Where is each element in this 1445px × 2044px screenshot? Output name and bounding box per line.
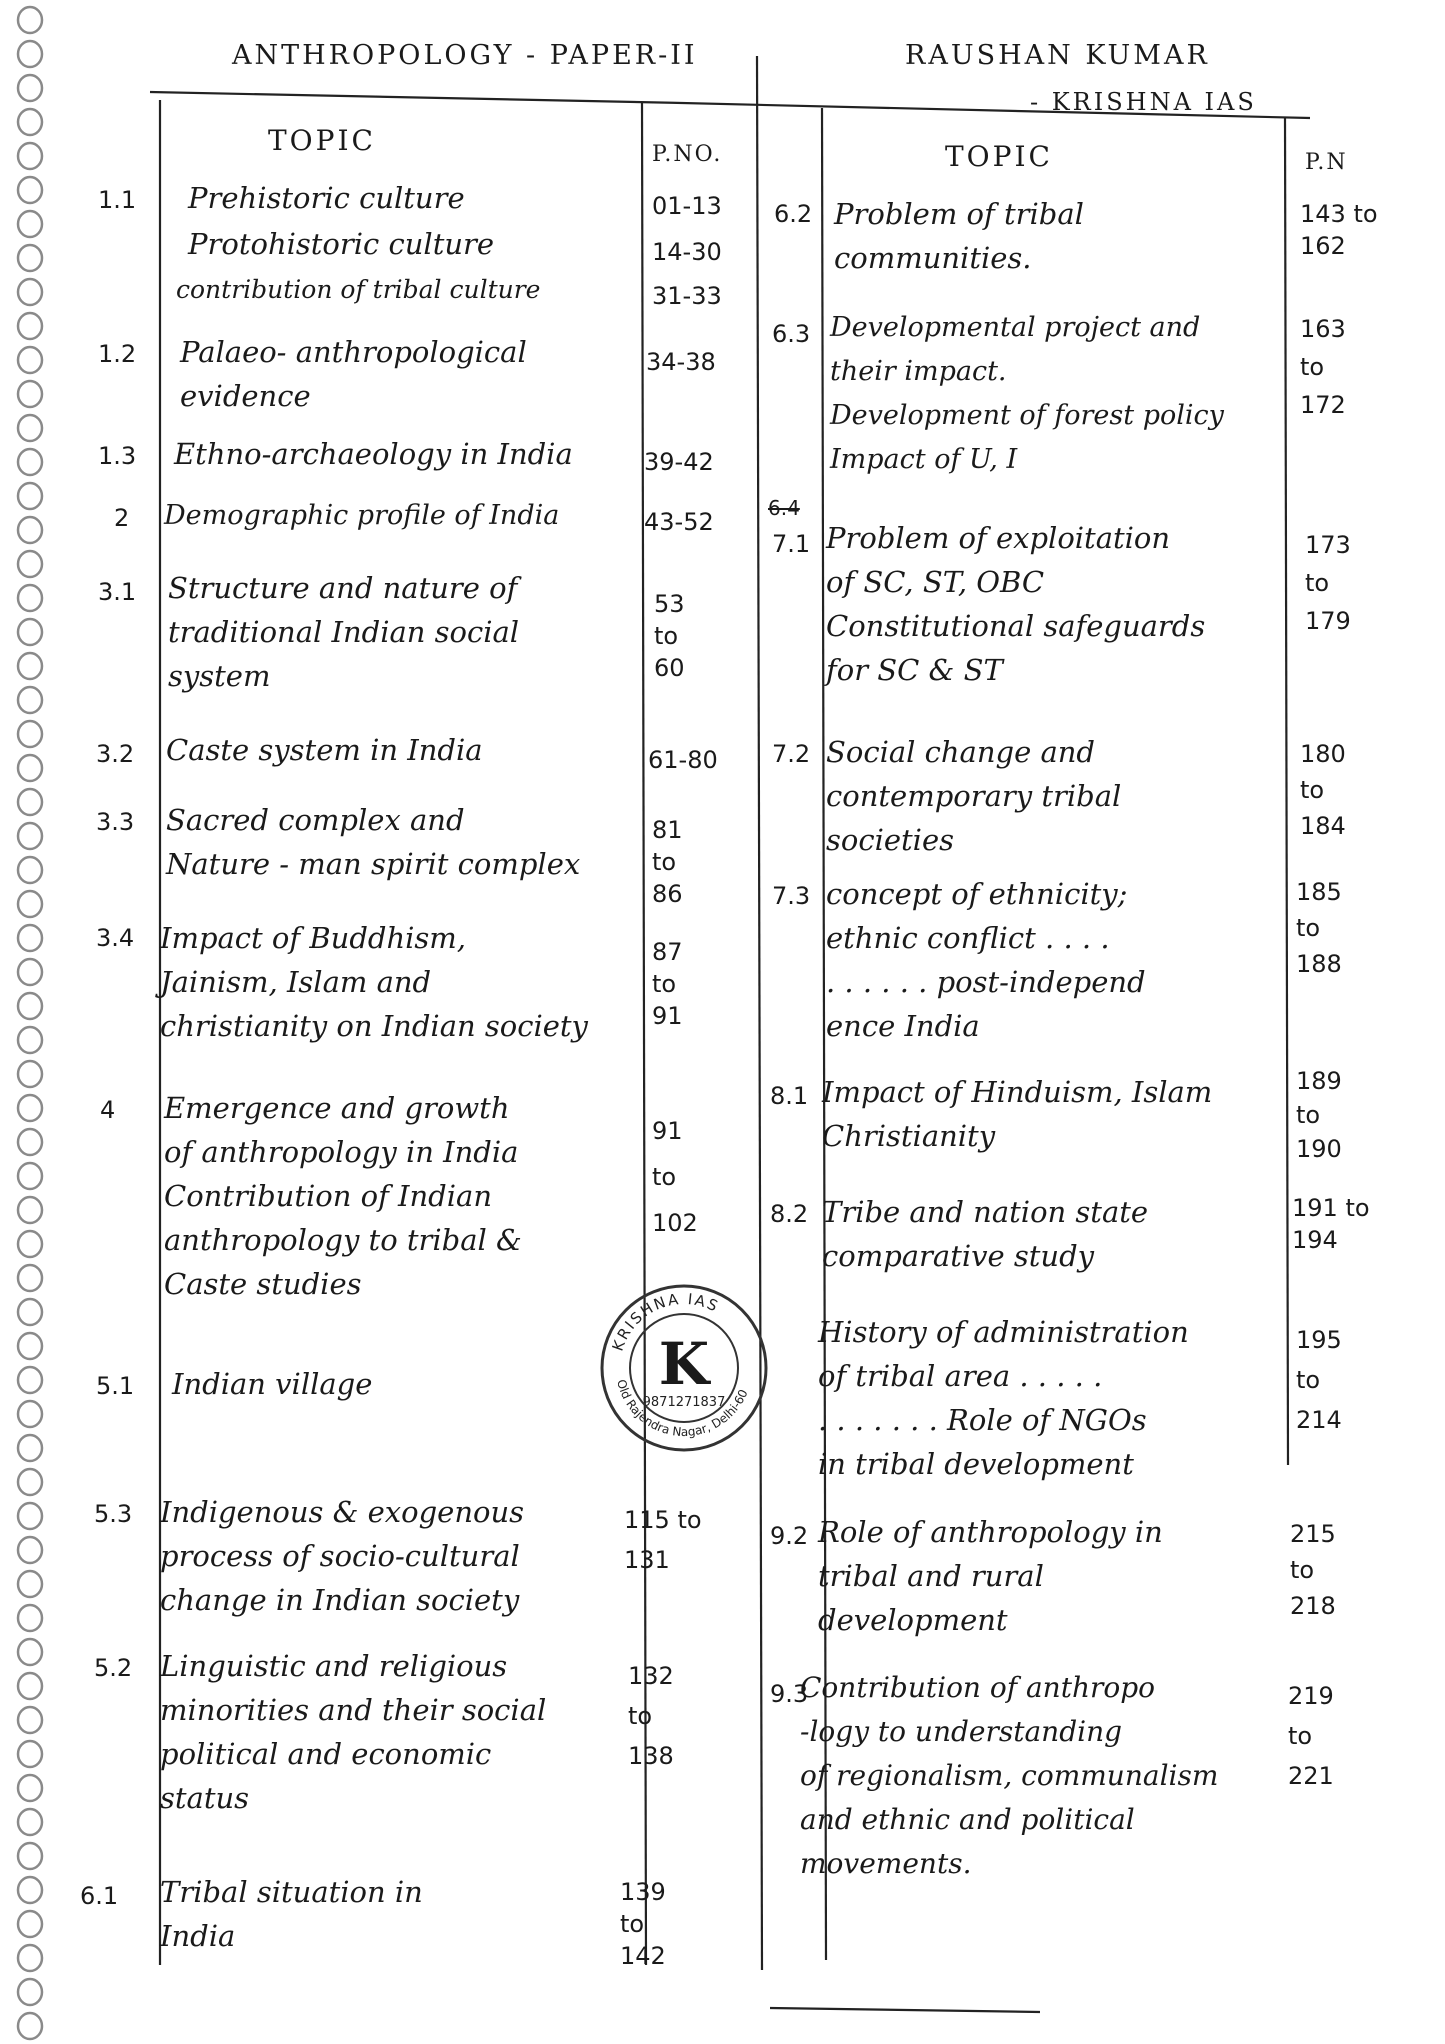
struck-out-number: 6.4 [768, 496, 800, 520]
section-number: 8.1 [770, 1082, 809, 1110]
section-number: 5.2 [94, 1654, 133, 1682]
topic-text: Linguistic and religious minorities and their social political and economic status [160, 1649, 547, 1815]
institute-stamp [598, 1282, 770, 1454]
author-name: RAUSHAN KUMAR [905, 40, 1210, 71]
page-range: 53 to 60 [654, 590, 685, 682]
section-number: 7.1 [772, 530, 811, 558]
section-number: 1.3 [98, 442, 137, 470]
page-range: 61-80 [648, 746, 718, 774]
topic-text: Tribe and nation state comparative study [822, 1195, 1149, 1273]
topic-text: History of administration of tribal area . . . . . . . . . . . . Role of NGOs in tribal development [818, 1315, 1189, 1481]
topic-text: Problem of exploitation of SC, ST, OBC Constitutional safeguards for SC & ST [826, 521, 1206, 687]
section-number: 6.2 [774, 200, 813, 228]
page-range: 132 to 138 [628, 1662, 674, 1770]
page-range: 39-42 [644, 448, 714, 476]
topic-text: Impact of Hinduism, Islam Christianity [822, 1075, 1213, 1153]
section-number: 3.1 [98, 578, 137, 606]
pno-header-left: P.NO. [652, 142, 723, 167]
paper-title: ANTHROPOLOGY - PAPER-II [232, 40, 698, 71]
topic-text: Problem of tribal communities. [834, 197, 1084, 275]
section-number: 5.3 [94, 1500, 133, 1528]
topic-text: contribution of tribal culture [176, 275, 541, 304]
page-range: 01-13 [652, 192, 722, 220]
topic-text: Contribution of anthropo -logy to understanding of regionalism, communalism and ethnic and political movements. [800, 1671, 1219, 1880]
section-number: 5.1 [96, 1372, 135, 1400]
page-range: 31-33 [652, 282, 722, 310]
section-number: 7.3 [772, 882, 811, 910]
topic-text: Structure and nature of traditional Indian social system [168, 571, 520, 693]
topic-text: Social change and contemporary tribal societies [826, 735, 1122, 857]
page-range: 143 to 162 [1300, 200, 1378, 260]
page-range: 87 to 91 [652, 938, 683, 1030]
section-number: 1.1 [98, 186, 137, 214]
page-range: 14-30 [652, 238, 722, 266]
section-number: 4 [100, 1096, 116, 1124]
topic-text: Palaeo- anthropological evidence [180, 335, 527, 413]
topic-header-left: TOPIC [268, 124, 376, 157]
topic-text: Tribal situation in India [160, 1875, 423, 1953]
topic-text: Sacred complex and Nature - man spirit complex [166, 803, 581, 881]
section-number: 3.4 [96, 924, 135, 952]
topic-text: Developmental project and their impact. Development of forest policy Impact of U, I [830, 312, 1224, 475]
topic-text: Ethno-archaeology in India [174, 437, 573, 471]
page-range: 139 to 142 [620, 1878, 666, 1970]
section-number: 1.2 [98, 340, 137, 368]
page-range: 81 to 86 [652, 816, 683, 908]
institute-name: - KRISHNA IAS [1030, 88, 1257, 116]
page-range: 195 to 214 [1296, 1326, 1342, 1434]
section-number: 3.3 [96, 808, 135, 836]
topic-text: Protohistoric culture [188, 227, 495, 261]
page-range: 91 to 102 [652, 1117, 698, 1237]
topic-text: Demographic profile of India [164, 500, 560, 531]
stamp-phone: 9871271837 [642, 1395, 726, 1410]
section-number: 8.2 [770, 1200, 809, 1228]
stamp-letter: K [658, 1330, 710, 1398]
page-range: 34-38 [646, 348, 716, 376]
section-number: 9.2 [770, 1522, 809, 1550]
topic-header-right: TOPIC [945, 140, 1053, 173]
section-number: 6.1 [80, 1882, 119, 1910]
page-range: 180 to 184 [1300, 740, 1346, 840]
page-range: 163 to 172 [1300, 315, 1346, 419]
page-range: 173 to 179 [1305, 531, 1351, 635]
page-range: 191 to 194 [1292, 1194, 1370, 1254]
page-range: 215 to 218 [1290, 1520, 1336, 1620]
topic-text: Prehistoric culture [188, 181, 465, 215]
topic-text: Emergence and growth of anthropology in India Contribution of Indian anthropology to tribal & Caste studies [164, 1091, 522, 1301]
topic-text: Caste system in India [166, 733, 483, 767]
section-number: 2 [114, 504, 130, 532]
page-range: 115 to 131 [624, 1506, 702, 1574]
section-number: 7.2 [772, 740, 811, 768]
topic-text: concept of ethnicity; ethnic conflict . . . . . . . . . . post-independ ence India [826, 877, 1146, 1043]
page-range: 219 to 221 [1288, 1682, 1334, 1790]
page-range: 43-52 [644, 508, 714, 536]
topic-text: Indigenous & exogenous process of socio-cultural change in Indian society [160, 1495, 525, 1617]
pno-header-right: P.N [1305, 150, 1348, 175]
topic-text: Indian village [172, 1367, 373, 1401]
page-range: 185 to 188 [1296, 878, 1342, 978]
stamp-address: Old Rajendra Nagar, Delhi-60 [614, 1377, 751, 1440]
topic-text: Impact of Buddhism, Jainism, Islam and christianity on Indian society [160, 921, 588, 1043]
section-number: 9.3 [770, 1680, 809, 1708]
section-number: 3.2 [96, 740, 135, 768]
stamp-ring-text: KRISHNA IAS [608, 1289, 723, 1354]
page-range: 189 to 190 [1296, 1067, 1342, 1163]
topic-text: Role of anthropology in tribal and rural development [818, 1515, 1163, 1637]
section-number: 6.3 [772, 320, 811, 348]
